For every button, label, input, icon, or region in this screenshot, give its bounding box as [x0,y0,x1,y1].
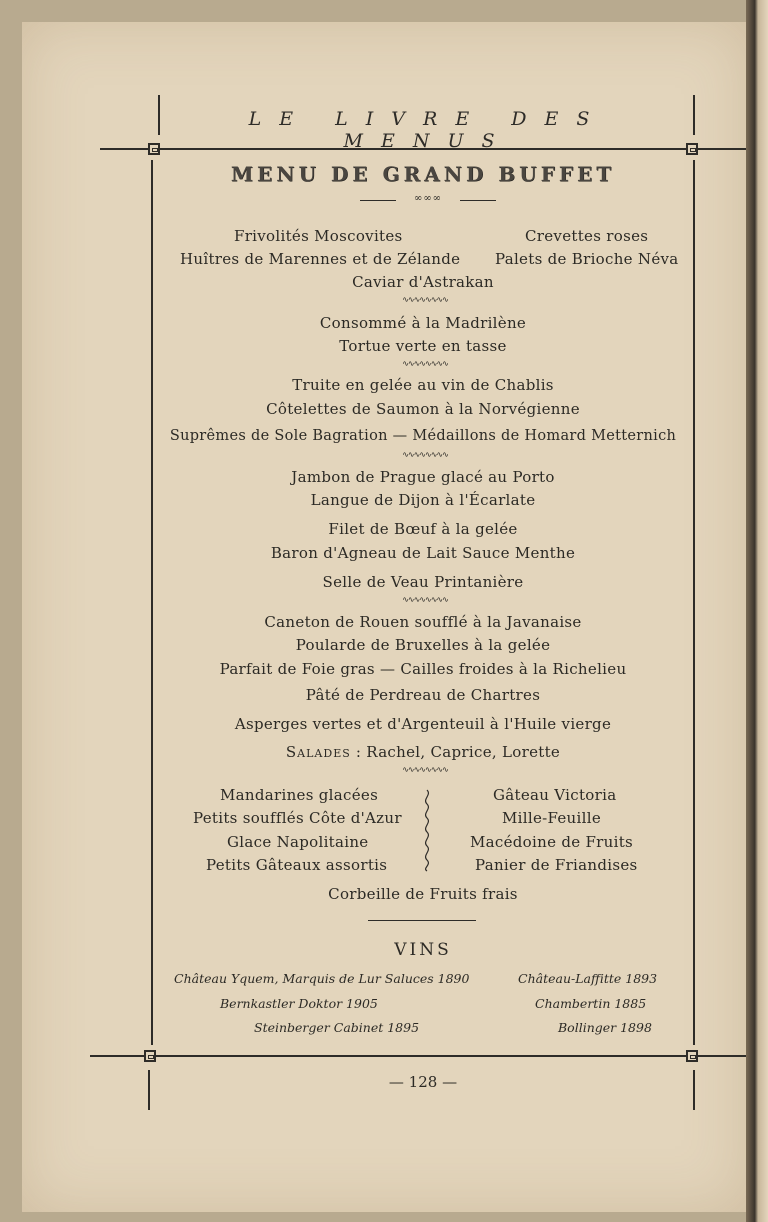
menu-title: MENU DE GRAND BUFFET [230,162,616,186]
menu-item: Palets de Brioche Néva [495,250,679,268]
wine-right: Chambertin 1885 [535,996,647,1011]
section-rule [368,920,476,921]
running-title: LE LIVRE DES MENUS [248,108,608,152]
squiggle-brace-icon [420,788,434,872]
dessert-right: Mille-Feuille [502,809,601,827]
wave-divider: ∿∿∿∿∿∿∿∿ [402,766,448,774]
dessert-left: Petits Gâteaux assortis [206,856,388,874]
title-ornament: ∞∞∞ [360,193,496,204]
salads-label: Salades [285,743,351,761]
menu-item: Caviar d'Astrakan [352,273,494,291]
menu-item: Côtelettes de Saumon à la Norvégienne [266,400,580,418]
menu-item: Suprêmes de Sole Bagration — Médaillons de Homard Metternich [169,428,677,444]
wine-right: Château-Laffitte 1893 [518,971,658,986]
wines-title: VINS [394,940,452,960]
menu-item: Poularde de Bruxelles à la gelée [295,636,551,654]
wine-left: Bernkastler Doktor 1905 [220,996,378,1011]
wave-divider: ∿∿∿∿∿∿∿∿ [402,451,448,459]
dessert-right: Panier de Friandises [475,856,638,874]
dessert-left: Mandarines glacées [220,786,379,804]
frame-right-line [693,160,695,1045]
dessert-right: Macédoine de Fruits [470,833,634,851]
menu-item: Langue de Dijon à l'Écarlate [310,491,536,509]
page-number: — 128 — [388,1073,458,1091]
menu-item: Baron d'Agneau de Lait Sauce Menthe [270,544,576,562]
frame-bottom-rule [90,1055,746,1057]
salads-text: : Rachel, Caprice, Lorette [350,743,561,761]
wine-right: Bollinger 1898 [558,1020,652,1035]
wave-divider: ∿∿∿∿∿∿∿∿ [402,596,448,604]
frame-ornament-bottom-left [144,1050,156,1062]
menu-item: Filet de Bœuf à la gelée [328,520,518,538]
menu-item: Parfait de Foie gras — Cailles froides à la Richelieu [219,660,627,678]
menu-item: Pâté de Perdreau de Chartres [305,686,541,704]
menu-item: Tortue verte en tasse [339,337,507,355]
frame-ornament-top-left [148,143,160,155]
menu-item: Consommé à la Madrilène [319,314,527,332]
dessert-left: Petits soufflés Côte d'Azur [193,809,402,827]
menu-item: Huîtres de Marennes et de Zélande [180,250,461,268]
menu-item: Frivolités Moscovites [234,227,403,245]
menu-item: Truite en gelée au vin de Chablis [292,376,554,394]
frame-ornament-bottom-right [686,1050,698,1062]
menu-item: Corbeille de Fruits frais [328,885,518,903]
wave-divider: ∿∿∿∿∿∿∿∿ [402,296,448,304]
menu-item: Asperges vertes et d'Argenteuil à l'Huile vierge [234,715,612,733]
menu-item: Crevettes roses [525,227,649,245]
book-spine [746,0,768,1222]
menu-item: Jambon de Prague glacé au Porto [291,468,555,486]
menu-item: Selle de Veau Printanière [322,573,524,591]
dessert-left: Glace Napolitaine [227,833,369,851]
dessert-right: Gâteau Victoria [493,786,617,804]
wine-left: Steinberger Cabinet 1895 [254,1020,420,1035]
salads-line [150,743,696,761]
wave-divider: ∿∿∿∿∿∿∿∿ [402,360,448,368]
frame-left-line [151,160,153,1045]
wine-left: Château Yquem, Marquis de Lur Saluces 1890 [174,971,470,986]
menu-item: Caneton de Rouen soufflé à la Javanaise [264,613,582,631]
